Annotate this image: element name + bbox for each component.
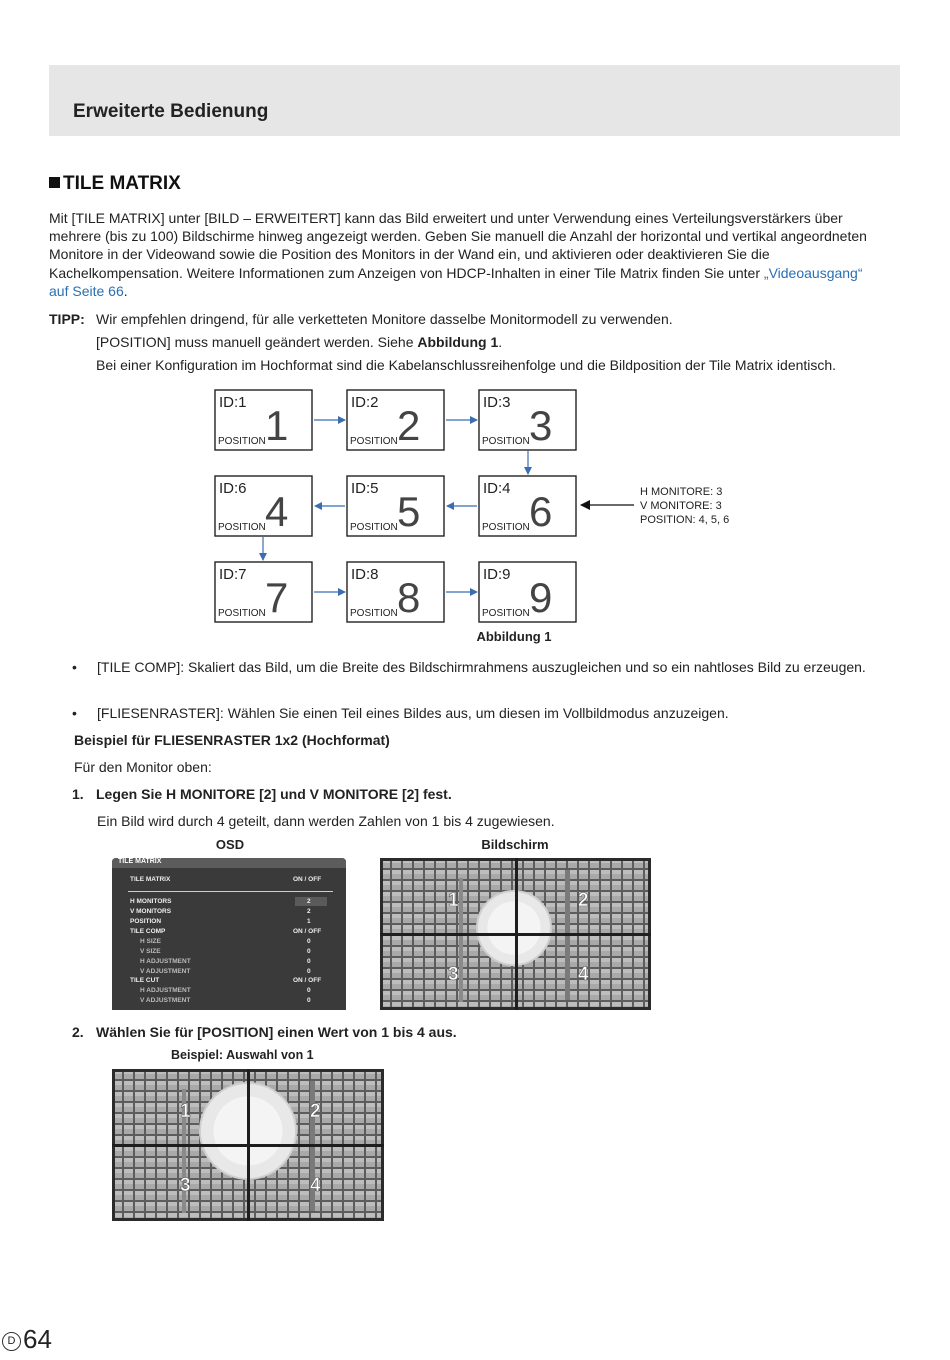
intro-end: . bbox=[123, 282, 128, 299]
tipp-line-2-bold: Abbildung 1 bbox=[417, 334, 499, 350]
tile-id: ID:9 bbox=[483, 566, 511, 583]
tile-number: 6 bbox=[529, 488, 553, 535]
note-line-1: H MONITORE: 3 bbox=[640, 486, 723, 498]
tile-id: ID:5 bbox=[351, 480, 379, 497]
osd-row-value[interactable]: ON / OFF bbox=[293, 928, 322, 935]
tile-id: ID:1 bbox=[219, 394, 247, 411]
tile-id: ID:2 bbox=[351, 394, 379, 411]
tile-3 bbox=[479, 390, 576, 450]
example-heading: Beispiel für FLIESENRASTER 1x2 (Hochformat) bbox=[74, 732, 390, 748]
quadrant-number: 1 bbox=[180, 1101, 191, 1122]
step-2-caption: Beispiel: Auswahl von 1 bbox=[171, 1048, 314, 1062]
tile-position-label: POSITION bbox=[218, 522, 266, 533]
tipp-line-3: Bei einer Konfiguration im Hochformat sind die Kabelanschlussreihenfolge und die Bildposition der Tile Matrix identisch. bbox=[96, 357, 837, 373]
tile-4 bbox=[215, 476, 312, 536]
step-2-text: Wählen Sie für [POSITION] einen Wert von 1 bis 4 aus. bbox=[96, 1024, 457, 1040]
tile-number: 7 bbox=[265, 574, 289, 621]
osd-row-value[interactable]: 2 bbox=[307, 908, 311, 915]
osd-label: OSD bbox=[215, 837, 245, 852]
bullet-fliesenraster: [FLIESENRASTER]: Wählen Sie einen Teil eines Bildes aus, um diesen im Vollbildmodus anzuzeigen. bbox=[97, 705, 729, 721]
osd-row-value[interactable]: ON / OFF bbox=[293, 876, 322, 883]
tile-id: ID:4 bbox=[483, 480, 511, 497]
tipp-line-2-pre: [POSITION] muss manuell geändert werden. Siehe bbox=[96, 334, 418, 350]
osd-row-label[interactable]: TILE COMP bbox=[130, 928, 166, 935]
osd-row-value[interactable]: 2 bbox=[307, 898, 311, 905]
quadrant-number: 1 bbox=[448, 890, 459, 911]
tipp-label: TIPP: bbox=[49, 311, 85, 327]
osd-row-value[interactable]: 0 bbox=[307, 997, 311, 1004]
osd-row-value[interactable]: 1 bbox=[307, 918, 311, 925]
tile-position-label: POSITION bbox=[218, 436, 266, 447]
osd-row-value[interactable]: ON / OFF bbox=[293, 977, 322, 984]
tile-position-label: POSITION bbox=[482, 522, 530, 533]
tile-number: 3 bbox=[529, 402, 553, 449]
bullet-tile-comp: [TILE COMP]: Skaliert das Bild, um die Breite des Bildschirmrahmens auszugleichen und so ein nahtloses Bild zu erzeugen. bbox=[97, 659, 866, 675]
tile-1 bbox=[215, 390, 312, 450]
example-sub: Für den Monitor oben: bbox=[74, 759, 212, 775]
osd-row-label[interactable]: H ADJUSTMENT bbox=[140, 958, 191, 965]
tile-number: 2 bbox=[397, 402, 421, 449]
tile-2 bbox=[347, 390, 444, 450]
osd-row-label[interactable]: V ADJUSTMENT bbox=[140, 968, 191, 975]
osd-row-value[interactable]: 0 bbox=[307, 948, 311, 955]
header-title: Erweiterte Bedienung bbox=[73, 101, 269, 122]
tile-number: 5 bbox=[397, 488, 421, 535]
tile-6 bbox=[479, 476, 576, 536]
section-title-text: TILE MATRIX bbox=[63, 173, 181, 194]
tile-id: ID:8 bbox=[351, 566, 379, 583]
quadrant-number: 2 bbox=[310, 1101, 321, 1122]
tile-number: 8 bbox=[397, 574, 421, 621]
fork-icon bbox=[459, 878, 463, 1002]
osd-row-value[interactable]: 0 bbox=[307, 958, 311, 965]
page-number-text: 64 bbox=[23, 1324, 52, 1354]
osd-row-value[interactable]: 0 bbox=[307, 987, 311, 994]
intro-text: Mit [TILE MATRIX] unter [BILD – ERWEITERT] kann das Bild erweitert und unter Verwendung eines Verteilungsverstärkers über mehrere (bis zu 100) Bildschirme hinweg angezeigt werden. Geben Sie manuell die Anzahl der horizontal und vertikal angeordneten Monitore in der Videowand sowie die Position des Monitors in der Wand ein, und aktivieren oder deaktivieren Sie die Kachelkompensation. Weitere Informationen zum Anzeigen von HDCP-Inhalten in einer Tile Matrix finden Sie unter bbox=[49, 210, 867, 281]
tile-id: ID:3 bbox=[483, 394, 511, 411]
quadrant-number: 2 bbox=[578, 890, 589, 911]
screen-photo-2x2 bbox=[380, 858, 651, 1010]
osd-divider bbox=[128, 891, 333, 892]
quadrant-number: 3 bbox=[448, 964, 459, 985]
tile-7 bbox=[215, 562, 312, 622]
tile-position-label: POSITION bbox=[218, 608, 266, 619]
tile-position-label: POSITION bbox=[350, 436, 398, 447]
figure-1-caption bbox=[0, 629, 950, 644]
osd-row-value[interactable]: 0 bbox=[307, 968, 311, 975]
tile-number: 9 bbox=[529, 574, 553, 621]
tile-number: 1 bbox=[265, 402, 289, 449]
tile-number: 4 bbox=[265, 488, 289, 535]
bullet-dot-1: • bbox=[72, 659, 77, 675]
osd-row-label[interactable]: V MONITORS bbox=[130, 908, 172, 915]
quadrant-number: 4 bbox=[310, 1175, 321, 1196]
screen-label: Bildschirm bbox=[481, 837, 549, 852]
osd-row-label[interactable]: V SIZE bbox=[140, 948, 161, 955]
osd-row-label[interactable]: POSITION bbox=[130, 918, 162, 925]
osd-panel bbox=[112, 858, 346, 1010]
tile-matrix-diagram bbox=[0, 0, 950, 660]
bullet-dot-2: • bbox=[72, 705, 77, 721]
plate-inner-icon bbox=[487, 901, 540, 954]
step-1-text: Legen Sie H MONITORE [2] und V MONITORE [2] fest. bbox=[96, 786, 452, 802]
quadrant-number: 3 bbox=[180, 1175, 191, 1196]
step-1-desc: Ein Bild wird durch 4 geteilt, dann werden Zahlen von 1 bis 4 zugewiesen. bbox=[97, 813, 555, 829]
step-2-number: 2. bbox=[72, 1024, 84, 1040]
tipp-line-2-post: . bbox=[498, 334, 503, 350]
tile-id: ID:6 bbox=[219, 480, 247, 497]
horizontal-divider bbox=[112, 1144, 384, 1147]
page-number bbox=[2, 1324, 52, 1355]
figure-1-caption-text: Abbildung 1 bbox=[476, 629, 552, 644]
tile-id: ID:7 bbox=[219, 566, 247, 583]
screen-photo-selection bbox=[112, 1069, 384, 1221]
osd-row-label[interactable]: H MONITORS bbox=[130, 898, 172, 905]
tipp-line-1: Wir empfehlen dringend, für alle verketteten Monitore dasselbe Monitormodell zu verwenden. bbox=[96, 311, 673, 327]
tile-position-label: POSITION bbox=[482, 608, 530, 619]
tile-position-label: POSITION bbox=[350, 522, 398, 533]
quadrant-number: 4 bbox=[578, 964, 589, 985]
osd-row-label[interactable]: H SIZE bbox=[140, 938, 161, 945]
tile-5 bbox=[347, 476, 444, 536]
osd-row-label[interactable]: H ADJUSTMENT bbox=[140, 987, 191, 994]
tile-position-label: POSITION bbox=[350, 608, 398, 619]
osd-row-label[interactable]: TILE MATRIX bbox=[130, 876, 171, 883]
note-line-3: POSITION: 4, 5, 6 bbox=[640, 514, 730, 526]
tile-9 bbox=[479, 562, 576, 622]
osd-title: TILE MATRIX bbox=[118, 858, 162, 865]
osd-row-label[interactable]: TILE CUT bbox=[130, 977, 160, 984]
tile-8 bbox=[347, 562, 444, 622]
note-line-2: V MONITORE: 3 bbox=[640, 500, 722, 512]
osd-row-value[interactable]: 0 bbox=[307, 938, 311, 945]
tile-position-label: POSITION bbox=[482, 436, 530, 447]
step-1-number: 1. bbox=[72, 786, 84, 802]
videoausgang-link[interactable]: „Videoausgang“ auf Seite 66 bbox=[49, 264, 863, 299]
osd-value-highlight bbox=[295, 897, 327, 906]
osd-row-label[interactable]: V ADJUSTMENT bbox=[140, 997, 191, 1004]
page-letter: D bbox=[2, 1332, 21, 1351]
horizontal-divider bbox=[380, 933, 651, 936]
